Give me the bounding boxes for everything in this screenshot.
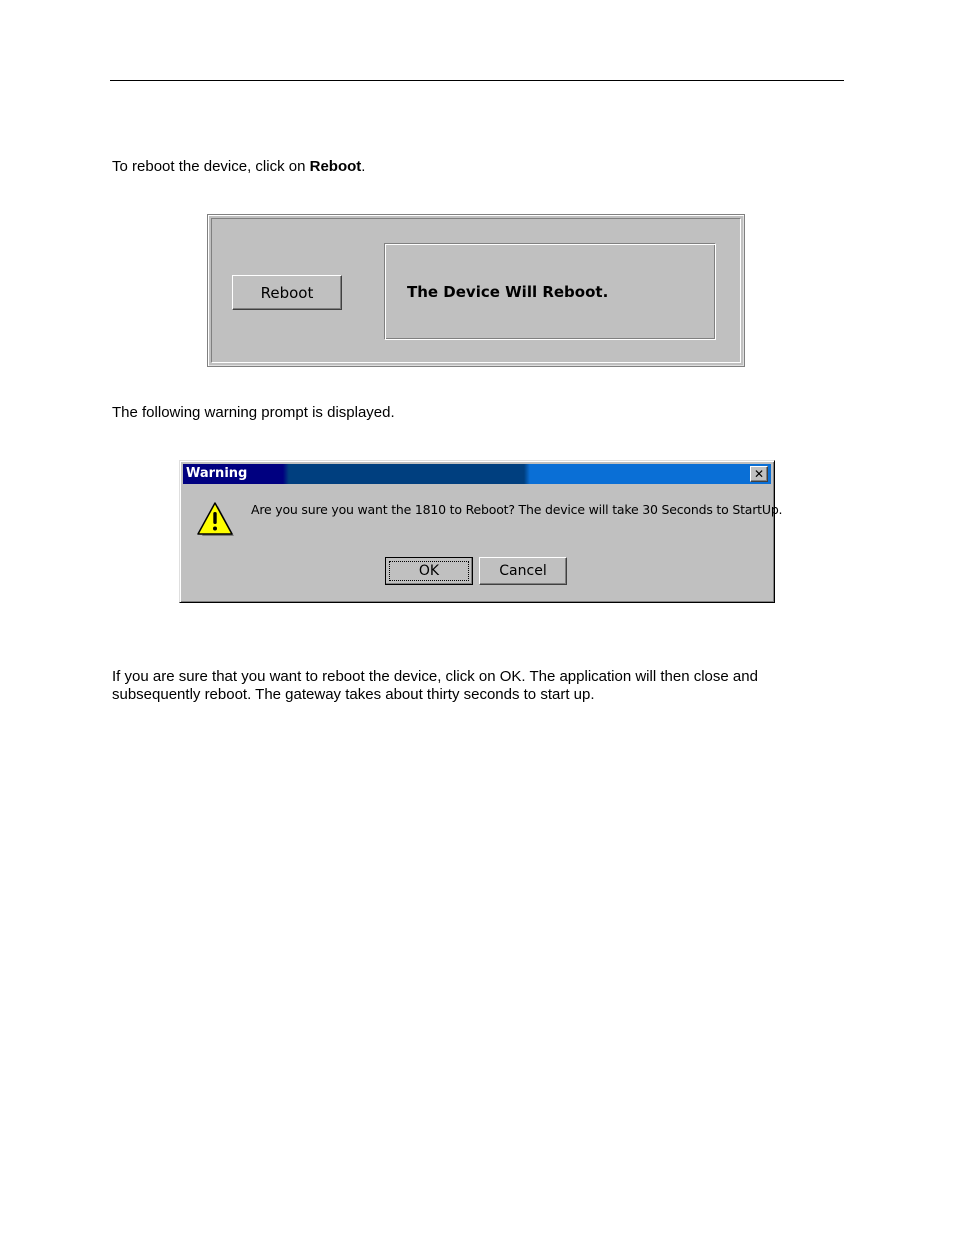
- dialog-title: Warning: [186, 466, 248, 481]
- intro-prefix: To reboot the device, click on: [112, 158, 310, 175]
- close-button[interactable]: [750, 466, 768, 482]
- dialog-message: Are you sure you want the 1810 to Reboot? The device will take 30 Seconds to StartUp.: [251, 502, 783, 517]
- ok-focus-ring: [389, 561, 469, 581]
- closing-paragraph: If you are sure that you want to reboot the device, click on OK. The application will then close and subsequently reboot. The gateway takes about thirty seconds to start up.: [112, 668, 758, 703]
- ok-button[interactable]: [385, 557, 473, 585]
- dialog-titlebar[interactable]: [183, 464, 771, 484]
- intro-paragraph: [112, 158, 365, 176]
- warning-dialog: [179, 460, 783, 603]
- reboot-panel: [207, 214, 745, 367]
- close-icon: ✕: [753, 467, 765, 481]
- header-rule: [110, 80, 844, 81]
- ok-label: OK: [418, 563, 440, 579]
- reboot-button[interactable]: Reboot: [232, 275, 342, 310]
- reboot-status-box: [384, 243, 716, 340]
- warning-intro-paragraph: The following warning prompt is displayed.: [112, 404, 395, 421]
- intro-suffix: .: [361, 158, 366, 175]
- reboot-status-message: The Device Will Reboot.: [407, 282, 609, 301]
- intro-bold-reboot: Reboot: [309, 158, 362, 175]
- warning-icon: [196, 501, 236, 539]
- cancel-button[interactable]: Cancel: [479, 557, 567, 585]
